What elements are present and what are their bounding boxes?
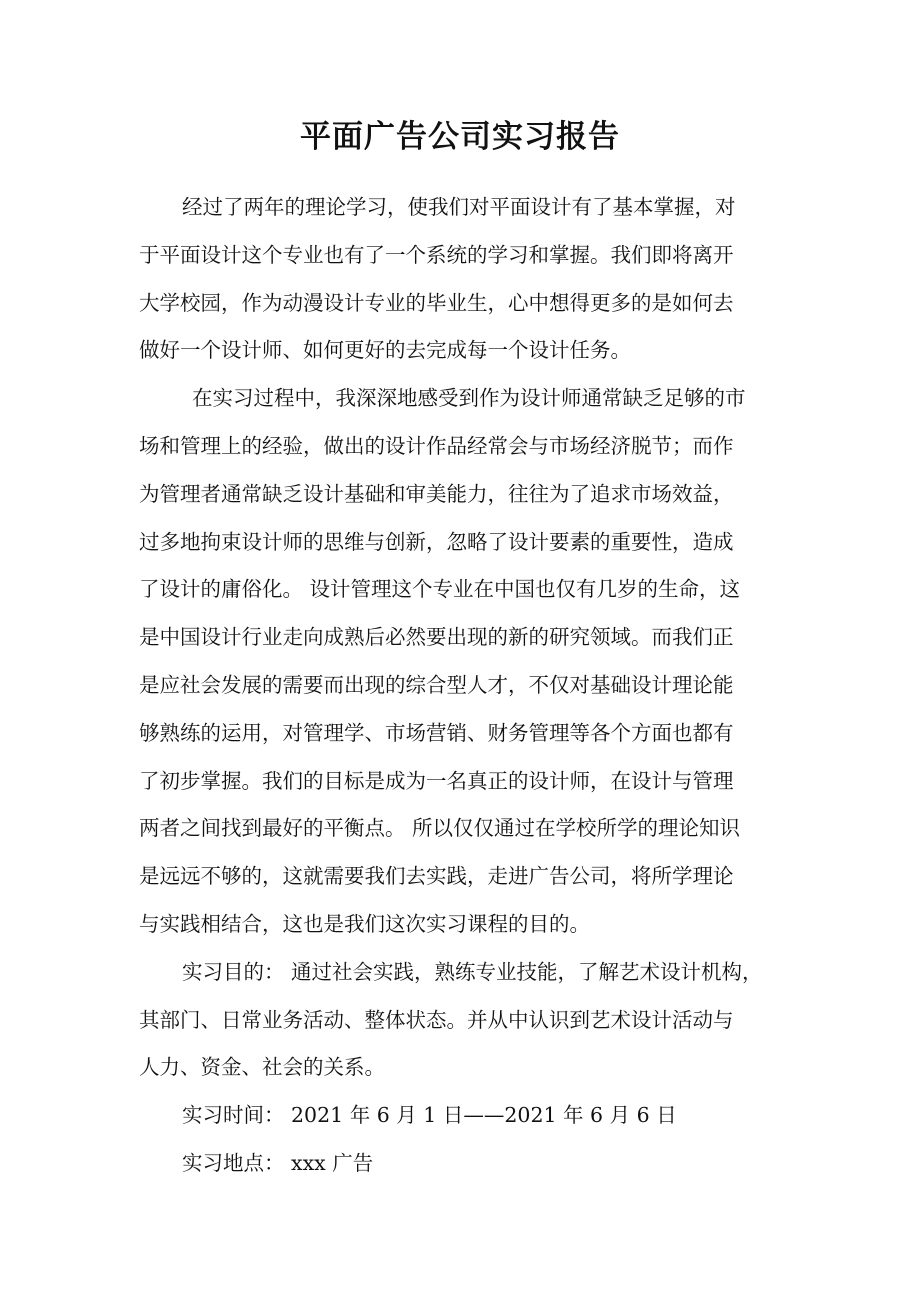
paragraph-line: 够熟练的运用，对管理学、市场营销、财务管理等各个方面也都有 — [139, 720, 734, 745]
paragraph-line: 两者之间找到最好的平衡点。 所以仅仅通过在学校所学的理论知识 — [139, 816, 741, 841]
paragraph-line: 与实践相结合，这也是我们这次实习课程的目的。 — [139, 911, 590, 936]
report-body — [139, 184, 794, 1188]
paragraph-line: 做好一个设计师、如何更好的去完成每一个设计任务。 — [139, 338, 631, 363]
internship-location-line: 实习地点： xxx 广告 — [182, 1150, 374, 1175]
paragraph-line: 人力、资金、社会的关系。 — [139, 1055, 385, 1080]
paragraph-line: 是应社会发展的需要而出现的综合型人才，不仅对基础设计理论能 — [139, 672, 734, 697]
internship-time-line: 实习时间： 2021 年 6 月 1 日——2021 年 6 月 6 日 — [182, 1103, 677, 1128]
paragraph-line: 经过了两年的理论学习，使我们对平面设计有了基本掌握，对 — [182, 195, 736, 219]
page-title: 平面广告公司实习报告 — [300, 119, 620, 155]
paragraph-line: 为管理者通常缺乏设计基础和审美能力，往往为了追求市场效益， — [139, 481, 734, 506]
paragraph-line: 场和管理上的经验，做出的设计作品经常会与市场经济脱节；而作 — [139, 433, 734, 458]
paragraph-line: 其部门、日常业务活动、整体状态。并从中认识到艺术设计活动与 — [139, 1007, 734, 1032]
paragraph-line: 在实习过程中，我深深地感受到作为设计师通常缺乏足够的市 — [192, 386, 746, 411]
paragraph-line: 是远远不够的，这就需要我们去实践，走进广告公司，将所学理论 — [139, 864, 734, 889]
paragraph-line: 了初步掌握。我们的目标是成为一名真正的设计师，在设计与管理 — [139, 768, 734, 793]
paragraph-line: 大学校园，作为动漫设计专业的毕业生，心中想得更多的是如何去 — [139, 290, 734, 315]
paragraph-line: 了设计的庸俗化。 设计管理这个专业在中国也仅有几岁的生命，这 — [139, 577, 741, 602]
paragraph-line: 实习目的： 通过社会实践，熟练专业技能，了解艺术设计机构， — [182, 959, 763, 984]
paragraph-line: 于平面设计这个专业也有了一个系统的学习和掌握。我们即将离开 — [139, 242, 734, 267]
paragraph-line: 过多地拘束设计师的思维与创新，忽略了设计要素的重要性，造成 — [139, 529, 734, 554]
paragraph-line: 是中国设计行业走向成熟后必然要出现的新的研究领域。而我们正 — [139, 625, 734, 650]
